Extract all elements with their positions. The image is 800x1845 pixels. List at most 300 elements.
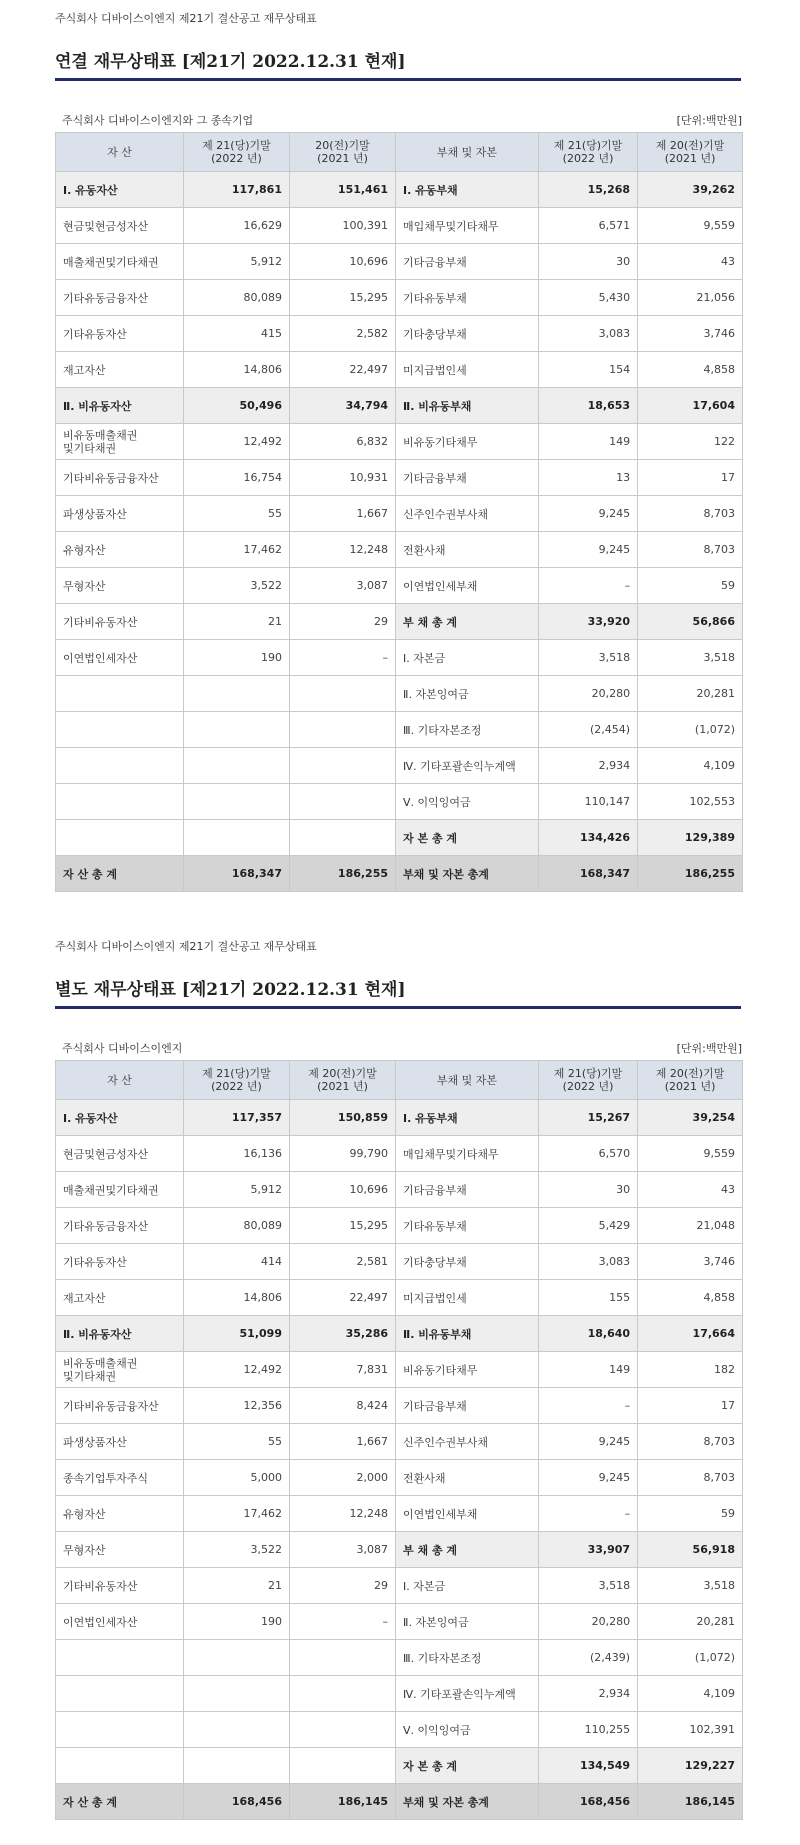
liability-label: Ⅱ. 자본잉여금	[396, 1604, 539, 1640]
liability-prior-value: 17,604	[638, 388, 743, 424]
table-row	[56, 820, 743, 856]
column-header: 제 20(전)기말 (2021 년)	[638, 1061, 743, 1100]
asset-current-value: 55	[183, 1424, 289, 1460]
asset-label: 현금및현금성자산	[56, 208, 184, 244]
table-header-row	[56, 1061, 743, 1100]
asset-label	[56, 1640, 184, 1676]
table-row	[56, 388, 743, 424]
asset-prior-value: 22,497	[289, 352, 395, 388]
liability-prior-value: 129,227	[638, 1748, 743, 1784]
liability-label: 이연법인세부채	[396, 568, 539, 604]
liability-prior-value: 8,703	[638, 1460, 743, 1496]
liability-label: 자 본 총 계	[396, 820, 539, 856]
asset-current-value: 3,522	[183, 568, 289, 604]
asset-current-value	[183, 712, 289, 748]
liability-label: Ⅰ. 유동부채	[396, 172, 539, 208]
liability-prior-value: 17,664	[638, 1316, 743, 1352]
liability-current-value: –	[538, 1496, 637, 1532]
liability-current-value: 15,267	[538, 1100, 637, 1136]
asset-current-value: 117,861	[183, 172, 289, 208]
asset-label	[56, 1676, 184, 1712]
asset-current-value: 12,356	[183, 1388, 289, 1424]
liability-label: 신주인수권부사채	[396, 496, 539, 532]
liability-label: Ⅳ. 기타포괄손익누계액	[396, 1676, 539, 1712]
asset-label: 기타유동자산	[56, 316, 184, 352]
liability-prior-value: 56,918	[638, 1532, 743, 1568]
liability-current-value: 18,640	[538, 1316, 637, 1352]
liability-label: 기타금융부채	[396, 244, 539, 280]
liability-current-value: 110,255	[538, 1712, 637, 1748]
asset-current-value: 50,496	[183, 388, 289, 424]
asset-current-value: 17,462	[183, 532, 289, 568]
liability-prior-value: (1,072)	[638, 1640, 743, 1676]
liability-prior-value: 56,866	[638, 604, 743, 640]
liability-current-value: 149	[538, 424, 637, 460]
asset-current-value: 117,357	[183, 1100, 289, 1136]
asset-current-value: 5,912	[183, 244, 289, 280]
asset-prior-value	[289, 1676, 395, 1712]
liability-current-value: 20,280	[538, 1604, 637, 1640]
liability-current-value: 9,245	[538, 532, 637, 568]
asset-prior-value: 12,248	[289, 1496, 395, 1532]
liability-label: Ⅴ. 이익잉여금	[396, 784, 539, 820]
liability-current-value: –	[538, 1388, 637, 1424]
column-header: 제 20(전)기말 (2021 년)	[289, 1061, 395, 1100]
asset-current-value: 14,806	[183, 1280, 289, 1316]
liability-label: Ⅰ. 유동부채	[396, 1100, 539, 1136]
asset-current-value: 5,912	[183, 1172, 289, 1208]
asset-prior-value: –	[289, 640, 395, 676]
liability-label: 이연법인세부채	[396, 1496, 539, 1532]
liability-label: 기타유동부채	[396, 280, 539, 316]
liability-prior-value: 9,559	[638, 208, 743, 244]
liability-prior-value: 8,703	[638, 1424, 743, 1460]
liability-current-value: 5,429	[538, 1208, 637, 1244]
asset-current-value	[183, 1712, 289, 1748]
table-row	[56, 1100, 743, 1136]
entity-name: 주식회사 디바이스이엔지	[62, 1042, 183, 1055]
total-assets-label: 자 산 총 계	[56, 856, 184, 892]
asset-label: Ⅱ. 비유동자산	[56, 1316, 184, 1352]
liability-prior-value: 102,553	[638, 784, 743, 820]
liability-prior-value: 102,391	[638, 1712, 743, 1748]
liability-label: 부 채 총 계	[396, 604, 539, 640]
asset-current-value: 55	[183, 496, 289, 532]
asset-label: 무형자산	[56, 568, 184, 604]
liability-current-value: 2,934	[538, 748, 637, 784]
liability-current-value: (2,454)	[538, 712, 637, 748]
asset-prior-value: 7,831	[289, 1352, 395, 1388]
liability-label: 부 채 총 계	[396, 1532, 539, 1568]
asset-current-value: 80,089	[183, 1208, 289, 1244]
table-row	[56, 640, 743, 676]
asset-current-value	[183, 1640, 289, 1676]
table-row	[56, 460, 743, 496]
asset-prior-value	[289, 820, 395, 856]
liability-current-value: 9,245	[538, 1424, 637, 1460]
liability-current-value: 134,426	[538, 820, 637, 856]
liability-current-value: 2,934	[538, 1676, 637, 1712]
total-assets-prior: 186,145	[289, 1784, 395, 1820]
asset-current-value: 12,492	[183, 424, 289, 460]
asset-current-value	[183, 748, 289, 784]
asset-prior-value: 3,087	[289, 1532, 395, 1568]
table-row	[56, 424, 743, 460]
asset-label: 기타비유동자산	[56, 1568, 184, 1604]
liability-label: 기타충당부채	[396, 1244, 539, 1280]
asset-label: 기타유동금융자산	[56, 280, 184, 316]
asset-label: 비유동매출채권 및기타채권	[56, 1352, 184, 1388]
table-row	[56, 712, 743, 748]
table-row	[56, 1424, 743, 1460]
column-header: 자 산	[56, 1061, 184, 1100]
liability-prior-value: 17	[638, 1388, 743, 1424]
liability-current-value: 110,147	[538, 784, 637, 820]
asset-prior-value	[289, 784, 395, 820]
liability-prior-value: (1,072)	[638, 712, 743, 748]
asset-label	[56, 1712, 184, 1748]
table-row	[56, 208, 743, 244]
total-liab-equity-label: 부채 및 자본 총계	[396, 1784, 539, 1820]
asset-current-value: 16,629	[183, 208, 289, 244]
title-divider	[55, 78, 741, 81]
asset-label: Ⅰ. 유동자산	[56, 1100, 184, 1136]
liability-prior-value: 4,858	[638, 352, 743, 388]
asset-current-value: 12,492	[183, 1352, 289, 1388]
asset-prior-value: 10,696	[289, 244, 395, 280]
liability-label: 기타유동부채	[396, 1208, 539, 1244]
asset-current-value: 3,522	[183, 1532, 289, 1568]
asset-label	[56, 784, 184, 820]
liability-label: Ⅰ. 자본금	[396, 640, 539, 676]
liability-label: 기타충당부채	[396, 316, 539, 352]
asset-label: 현금및현금성자산	[56, 1136, 184, 1172]
asset-current-value: 415	[183, 316, 289, 352]
total-assets-current: 168,456	[183, 1784, 289, 1820]
table-row	[56, 1496, 743, 1532]
asset-prior-value: 22,497	[289, 1280, 395, 1316]
table-header-row	[56, 133, 743, 172]
asset-label: 기타비유동자산	[56, 604, 184, 640]
asset-current-value: 80,089	[183, 280, 289, 316]
liability-prior-value: 39,254	[638, 1100, 743, 1136]
asset-current-value	[183, 1676, 289, 1712]
liability-label: 자 본 총 계	[396, 1748, 539, 1784]
liability-label: 비유동기타채무	[396, 424, 539, 460]
asset-prior-value: 2,000	[289, 1460, 395, 1496]
liability-current-value: 15,268	[538, 172, 637, 208]
column-header: 부채 및 자본	[396, 133, 539, 172]
asset-prior-value: 8,424	[289, 1388, 395, 1424]
liability-label: 신주인수권부사채	[396, 1424, 539, 1460]
asset-prior-value	[289, 1748, 395, 1784]
liability-prior-value: 4,109	[638, 1676, 743, 1712]
table-row	[56, 1316, 743, 1352]
asset-label: 기타유동자산	[56, 1244, 184, 1280]
liability-prior-value: 122	[638, 424, 743, 460]
liability-current-value: 6,571	[538, 208, 637, 244]
asset-prior-value: 15,295	[289, 280, 395, 316]
asset-label	[56, 1748, 184, 1784]
asset-prior-value: 100,391	[289, 208, 395, 244]
liability-prior-value: 21,048	[638, 1208, 743, 1244]
liability-label: 전환사채	[396, 1460, 539, 1496]
asset-current-value	[183, 784, 289, 820]
asset-current-value: 16,136	[183, 1136, 289, 1172]
asset-label	[56, 820, 184, 856]
liability-current-value: 33,907	[538, 1532, 637, 1568]
total-assets-current: 168,347	[183, 856, 289, 892]
asset-label: Ⅱ. 비유동자산	[56, 388, 184, 424]
liability-prior-value: 4,858	[638, 1280, 743, 1316]
table-row	[56, 1568, 743, 1604]
asset-prior-value: 29	[289, 604, 395, 640]
liability-label: Ⅲ. 기타자본조정	[396, 1640, 539, 1676]
column-header: 제 20(전)기말 (2021 년)	[638, 133, 743, 172]
asset-prior-value: 12,248	[289, 532, 395, 568]
table-row	[56, 784, 743, 820]
asset-current-value: 17,462	[183, 1496, 289, 1532]
unit-label: [단위:백만원]	[676, 114, 742, 127]
liability-label: 매입채무및기타채무	[396, 208, 539, 244]
liability-label: 비유동기타채무	[396, 1352, 539, 1388]
asset-prior-value: 35,286	[289, 1316, 395, 1352]
liability-current-value: 30	[538, 244, 637, 280]
asset-label: Ⅰ. 유동자산	[56, 172, 184, 208]
table-row	[56, 244, 743, 280]
asset-label: 이연법인세자산	[56, 1604, 184, 1640]
asset-current-value: 51,099	[183, 1316, 289, 1352]
asset-label: 기타유동금융자산	[56, 1208, 184, 1244]
liability-prior-value: 3,746	[638, 316, 743, 352]
liability-current-value: 5,430	[538, 280, 637, 316]
table-row	[56, 1136, 743, 1172]
liability-current-value: –	[538, 568, 637, 604]
liability-prior-value: 182	[638, 1352, 743, 1388]
asset-prior-value: 10,931	[289, 460, 395, 496]
header-line: 주식회사 디바이스이엔지 제21기 결산공고 재무상태표	[55, 940, 317, 953]
table-row	[56, 172, 743, 208]
total-liab-equity-label: 부채 및 자본 총계	[396, 856, 539, 892]
column-header: 자 산	[56, 133, 184, 172]
liability-current-value: (2,439)	[538, 1640, 637, 1676]
liability-label: Ⅴ. 이익잉여금	[396, 1712, 539, 1748]
table-row	[56, 1604, 743, 1640]
asset-label: 유형자산	[56, 532, 184, 568]
asset-label: 파생상품자산	[56, 496, 184, 532]
total-row	[56, 856, 743, 892]
table-row	[56, 1676, 743, 1712]
liability-current-value: 154	[538, 352, 637, 388]
table-row	[56, 532, 743, 568]
liability-current-value: 9,245	[538, 1460, 637, 1496]
asset-prior-value	[289, 748, 395, 784]
asset-prior-value: 99,790	[289, 1136, 395, 1172]
asset-current-value: 5,000	[183, 1460, 289, 1496]
table-row	[56, 1640, 743, 1676]
asset-label: 파생상품자산	[56, 1424, 184, 1460]
asset-prior-value	[289, 676, 395, 712]
liability-prior-value: 59	[638, 1496, 743, 1532]
asset-label: 비유동매출채권 및기타채권	[56, 424, 184, 460]
liability-current-value: 20,280	[538, 676, 637, 712]
column-header: 제 21(당)기말 (2022 년)	[538, 133, 637, 172]
total-row	[56, 1784, 743, 1820]
liability-current-value: 9,245	[538, 496, 637, 532]
asset-current-value: 190	[183, 640, 289, 676]
asset-current-value	[183, 676, 289, 712]
asset-label: 이연법인세자산	[56, 640, 184, 676]
liability-prior-value: 43	[638, 244, 743, 280]
liability-prior-value: 9,559	[638, 1136, 743, 1172]
table-row	[56, 676, 743, 712]
liability-label: 미지급법인세	[396, 352, 539, 388]
asset-prior-value: 1,667	[289, 1424, 395, 1460]
asset-prior-value: 1,667	[289, 496, 395, 532]
column-header: 부채 및 자본	[396, 1061, 539, 1100]
liability-prior-value: 59	[638, 568, 743, 604]
column-header: 20(전)기말 (2021 년)	[289, 133, 395, 172]
liability-label: 미지급법인세	[396, 1280, 539, 1316]
asset-prior-value: 29	[289, 1568, 395, 1604]
asset-label	[56, 748, 184, 784]
liability-label: 전환사채	[396, 532, 539, 568]
liability-label: 매입채무및기타채무	[396, 1136, 539, 1172]
table-row	[56, 1244, 743, 1280]
table-row	[56, 1172, 743, 1208]
liability-prior-value: 21,056	[638, 280, 743, 316]
asset-current-value: 414	[183, 1244, 289, 1280]
table-row	[56, 604, 743, 640]
unit-label: [단위:백만원]	[676, 1042, 742, 1055]
liability-label: Ⅱ. 비유동부채	[396, 388, 539, 424]
liability-current-value: 134,549	[538, 1748, 637, 1784]
asset-label: 유형자산	[56, 1496, 184, 1532]
table-row	[56, 1352, 743, 1388]
liability-label: Ⅱ. 비유동부채	[396, 1316, 539, 1352]
asset-current-value: 21	[183, 604, 289, 640]
asset-prior-value: 34,794	[289, 388, 395, 424]
table-row	[56, 568, 743, 604]
table-row	[56, 1280, 743, 1316]
liability-label: 기타금융부채	[396, 460, 539, 496]
entity-name: 주식회사 디바이스이엔지와 그 종속기업	[62, 114, 254, 127]
liability-prior-value: 20,281	[638, 1604, 743, 1640]
asset-label: 매출채권및기타채권	[56, 1172, 184, 1208]
asset-label: 기타비유동금융자산	[56, 1388, 184, 1424]
asset-prior-value	[289, 712, 395, 748]
liability-prior-value: 17	[638, 460, 743, 496]
asset-label: 재고자산	[56, 352, 184, 388]
asset-prior-value: 3,087	[289, 568, 395, 604]
liability-current-value: 33,920	[538, 604, 637, 640]
liability-prior-value: 3,746	[638, 1244, 743, 1280]
table-row	[56, 316, 743, 352]
header-line: 주식회사 디바이스이엔지 제21기 결산공고 재무상태표	[55, 12, 317, 25]
table-row	[56, 1388, 743, 1424]
liability-current-value: 3,518	[538, 1568, 637, 1604]
table-row	[56, 280, 743, 316]
liability-current-value: 13	[538, 460, 637, 496]
title-divider	[55, 1006, 741, 1009]
asset-prior-value: 2,582	[289, 316, 395, 352]
column-header: 제 21(당)기말 (2022 년)	[183, 133, 289, 172]
liability-current-value: 149	[538, 1352, 637, 1388]
asset-current-value: 16,754	[183, 460, 289, 496]
liability-label: Ⅰ. 자본금	[396, 1568, 539, 1604]
asset-label: 재고자산	[56, 1280, 184, 1316]
column-header: 제 21(당)기말 (2022 년)	[538, 1061, 637, 1100]
asset-prior-value: 6,832	[289, 424, 395, 460]
liability-label: Ⅳ. 기타포괄손익누계액	[396, 748, 539, 784]
asset-label: 종속기업투자주식	[56, 1460, 184, 1496]
asset-current-value: 21	[183, 1568, 289, 1604]
liability-label: Ⅱ. 자본잉여금	[396, 676, 539, 712]
total-assets-prior: 186,255	[289, 856, 395, 892]
liability-label: 기타금융부채	[396, 1388, 539, 1424]
asset-label: 매출채권및기타채권	[56, 244, 184, 280]
liability-prior-value: 8,703	[638, 496, 743, 532]
asset-prior-value: –	[289, 1604, 395, 1640]
asset-label	[56, 712, 184, 748]
asset-current-value	[183, 1748, 289, 1784]
balance-sheet-table	[55, 1060, 743, 1820]
liability-prior-value: 3,518	[638, 640, 743, 676]
liability-label: Ⅲ. 기타자본조정	[396, 712, 539, 748]
liability-prior-value: 4,109	[638, 748, 743, 784]
table-row	[56, 1748, 743, 1784]
table-row	[56, 352, 743, 388]
asset-prior-value: 15,295	[289, 1208, 395, 1244]
asset-label: 무형자산	[56, 1532, 184, 1568]
liability-label: 기타금융부채	[396, 1172, 539, 1208]
table-row	[56, 1208, 743, 1244]
total-liab-equity-prior: 186,145	[638, 1784, 743, 1820]
liability-prior-value: 3,518	[638, 1568, 743, 1604]
balance-sheet-table	[55, 132, 743, 892]
section-title: 별도 재무상태표 [제21기 2022.12.31 현재]	[55, 980, 406, 1000]
table-row	[56, 748, 743, 784]
total-assets-label: 자 산 총 계	[56, 1784, 184, 1820]
liability-prior-value: 39,262	[638, 172, 743, 208]
table-row	[56, 1532, 743, 1568]
asset-current-value	[183, 820, 289, 856]
liability-prior-value: 20,281	[638, 676, 743, 712]
table-row	[56, 496, 743, 532]
asset-prior-value: 2,581	[289, 1244, 395, 1280]
total-liab-equity-current: 168,347	[538, 856, 637, 892]
liability-current-value: 30	[538, 1172, 637, 1208]
asset-prior-value	[289, 1712, 395, 1748]
liability-prior-value: 43	[638, 1172, 743, 1208]
asset-prior-value: 150,859	[289, 1100, 395, 1136]
liability-current-value: 18,653	[538, 388, 637, 424]
total-liab-equity-current: 168,456	[538, 1784, 637, 1820]
total-liab-equity-prior: 186,255	[638, 856, 743, 892]
liability-current-value: 3,518	[538, 640, 637, 676]
column-header: 제 21(당)기말 (2022 년)	[183, 1061, 289, 1100]
table-row	[56, 1460, 743, 1496]
asset-current-value: 14,806	[183, 352, 289, 388]
liability-current-value: 3,083	[538, 1244, 637, 1280]
asset-prior-value: 151,461	[289, 172, 395, 208]
table-row	[56, 1712, 743, 1748]
section-title: 연결 재무상태표 [제21기 2022.12.31 현재]	[55, 52, 406, 72]
asset-prior-value	[289, 1640, 395, 1676]
asset-label	[56, 676, 184, 712]
asset-label: 기타비유동금융자산	[56, 460, 184, 496]
liability-current-value: 3,083	[538, 316, 637, 352]
